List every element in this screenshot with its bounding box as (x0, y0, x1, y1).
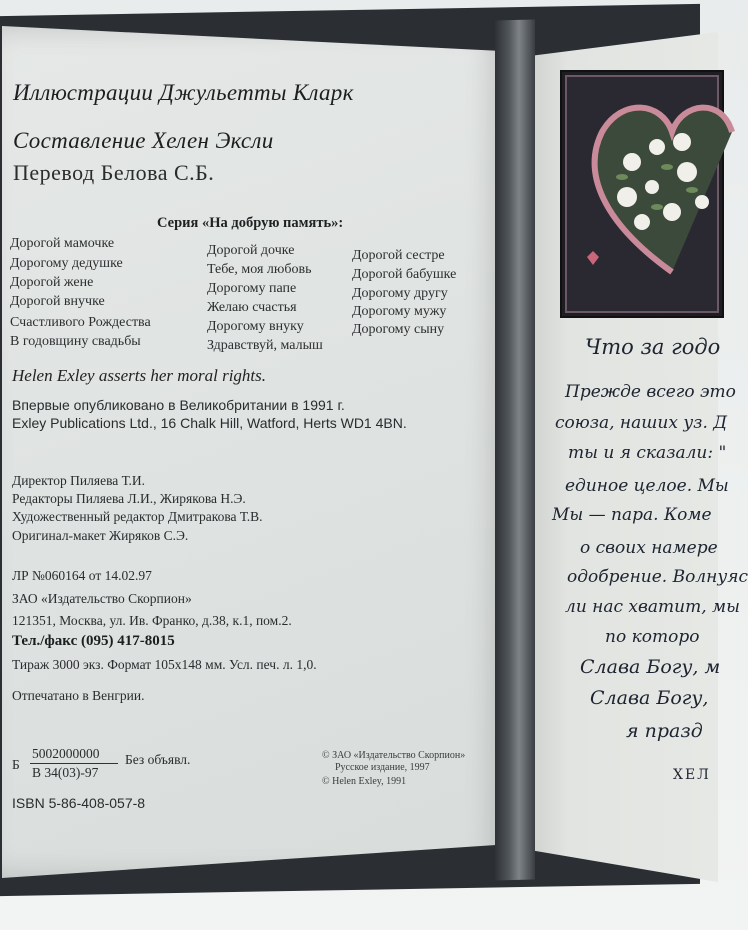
series-item: Дорогому мужу (352, 304, 447, 319)
series-item: Дорогому внуку (207, 319, 304, 334)
catalog-code-top: 5002000000 (32, 746, 100, 761)
right-page-author: ХЕЛ (673, 767, 711, 783)
book-spine (495, 19, 535, 880)
right-page-line: Слава Богу, (590, 687, 709, 709)
fraction-line (30, 763, 118, 764)
isbn: ISBN 5-86-408-057-8 (12, 795, 146, 811)
series-item: Счастливого Рождества (10, 315, 151, 330)
series-item: Дорогому дедушке (10, 256, 123, 271)
credit-illustrations: Иллюстрации Джульетты Кларк (13, 80, 354, 105)
right-page-line: ты и я сказали: " (568, 443, 727, 463)
series-item: Дорогому другу (352, 286, 448, 301)
license-number: ЛР №060164 от 14.02.97 (12, 568, 152, 583)
catalog-code-bottom: В 34(03)-97 (32, 765, 99, 780)
right-page-line: о своих намере (580, 538, 718, 558)
series-title: Серия «На добрую память»: (157, 215, 344, 231)
staff-line: Редакторы Пиляева Л.И., Жирякова Н.Э. (12, 491, 246, 506)
credit-compiled: Составление Хелен Эксли (13, 128, 274, 153)
series-item: В годовщину свадьбы (10, 334, 141, 349)
series-item: Желаю счастья (207, 300, 297, 315)
right-page-line: по которо (605, 627, 700, 647)
right-page-line: ли нас хватит, мы (565, 597, 740, 617)
publisher-street-address: 121351, Москва, ул. Ив. Франко, д.38, к.1, пом.2. (12, 613, 292, 628)
right-page-line: Прежде всего это (565, 382, 736, 402)
no-announcement: Без объявл. (125, 752, 191, 767)
printed-in: Отпечатано в Венгрии. (12, 688, 145, 703)
heart-flowers-image (562, 72, 722, 316)
phone-fax: Тел./факс (095) 417-8015 (12, 633, 175, 649)
moral-rights: Helen Exley asserts her moral rights. (12, 366, 267, 385)
series-item: Дорогой мамочке (10, 236, 115, 251)
series-item: Здравствуй, малыш (207, 338, 323, 353)
series-item: Дорогому сыну (352, 322, 445, 337)
right-page-line: Мы — пара. Коме (552, 505, 712, 525)
print-run: Тираж 3000 экз. Формат 105x148 мм. Усл. печ. л. 1,0. (12, 657, 317, 672)
series-item: Дорогой сестре (352, 248, 445, 263)
series-item: Дорогому папе (207, 281, 297, 296)
series-item: Дорогой дочке (207, 243, 295, 258)
right-page-line: единое целое. Мы (565, 476, 729, 496)
copyright-line: Русское издание, 1997 (335, 762, 430, 773)
copyright-line: © Helen Exley, 1991 (322, 776, 407, 787)
series-item: Дорогой бабушке (352, 267, 457, 282)
credit-translation: Перевод Белова С.Б. (13, 160, 215, 185)
series-item: Дорогой внучке (10, 294, 105, 309)
heart-illustration (560, 70, 724, 318)
catalog-letter: Б (12, 757, 20, 772)
right-page-line: Что за годо (585, 335, 721, 359)
copyright-line: © ЗАО «Издательство Скорпион» (322, 750, 466, 761)
first-published: Впервые опубликовано в Великобритании в 1991 г. (12, 397, 345, 413)
series-item: Тебе, моя любовь (207, 262, 312, 277)
right-page-line: одобрение. Волнуяс (567, 567, 748, 587)
series-item: Дорогой жене (10, 275, 94, 290)
publisher-address: Exley Publications Ltd., 16 Chalk Hill, Watford, Herts WD1 4BN. (12, 415, 407, 431)
right-page-line: союза, наших уз. Д (555, 413, 728, 433)
right-page-line: Слава Богу, м (580, 656, 721, 678)
right-page-line: я празд (626, 720, 703, 742)
staff-line: Директор Пиляева Т.И. (12, 473, 146, 488)
staff-line: Оригинал-макет Жиряков С.Э. (12, 528, 189, 543)
staff-line: Художественный редактор Дмитракова Т.В. (12, 509, 263, 524)
publisher-name: ЗАО «Издательство Скорпион» (12, 591, 192, 606)
